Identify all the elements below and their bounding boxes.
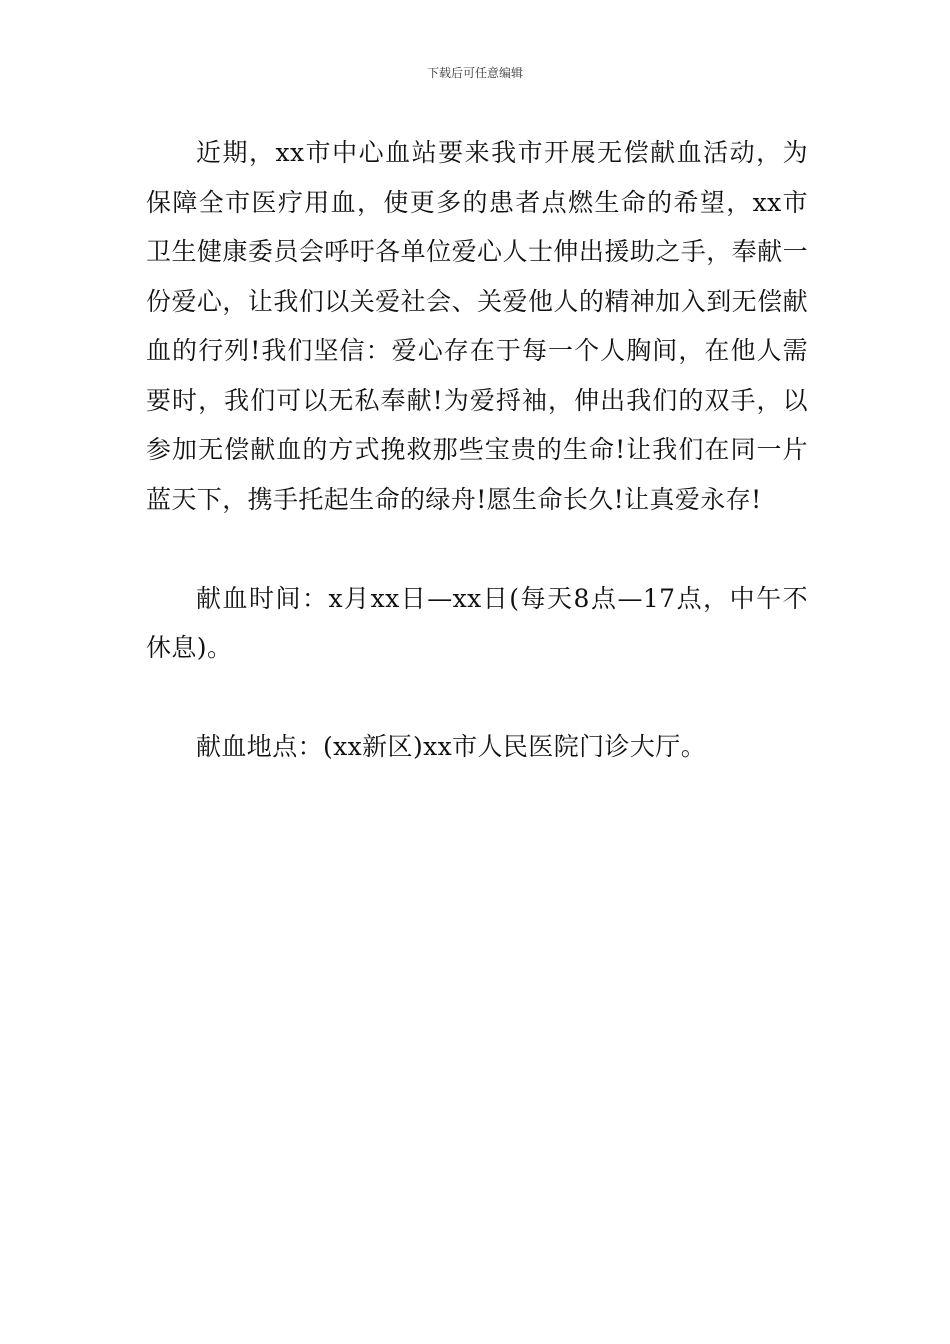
paragraph-donation-time: 献血时间：x月xx日—xx日(每天8点—17点，中午不休息)。 (146, 583, 808, 662)
page-header-note: 下载后可任意编辑 (426, 66, 523, 80)
document-body (146, 128, 808, 772)
paragraph-donation-location: 献血地点：(xx新区)xx市人民医院门诊大厅。 (196, 732, 707, 761)
paragraph-appeal: 近期，xx市中心血站要来我市开展无偿献血活动，为保障全市医疗用血，使更多的患者点燃生命的希望，xx市卫生健康委员会呼吁各单位爱心人士伸出援助之手，奉献一份爱心，让我们以关爱社会、关爱他人的精神加入到无偿献血的行列!我们坚信：爱心存在于每一个人胸间，在他人需要时，我们可以无私奉献!为爱捋袖，伸出我们的双手，以参加无偿献血的方式挽救那些宝贵的生命!让我们在同一片蓝天下，携手托起生命的绿舟!愿生命长久!让真爱永存! (146, 138, 808, 514)
